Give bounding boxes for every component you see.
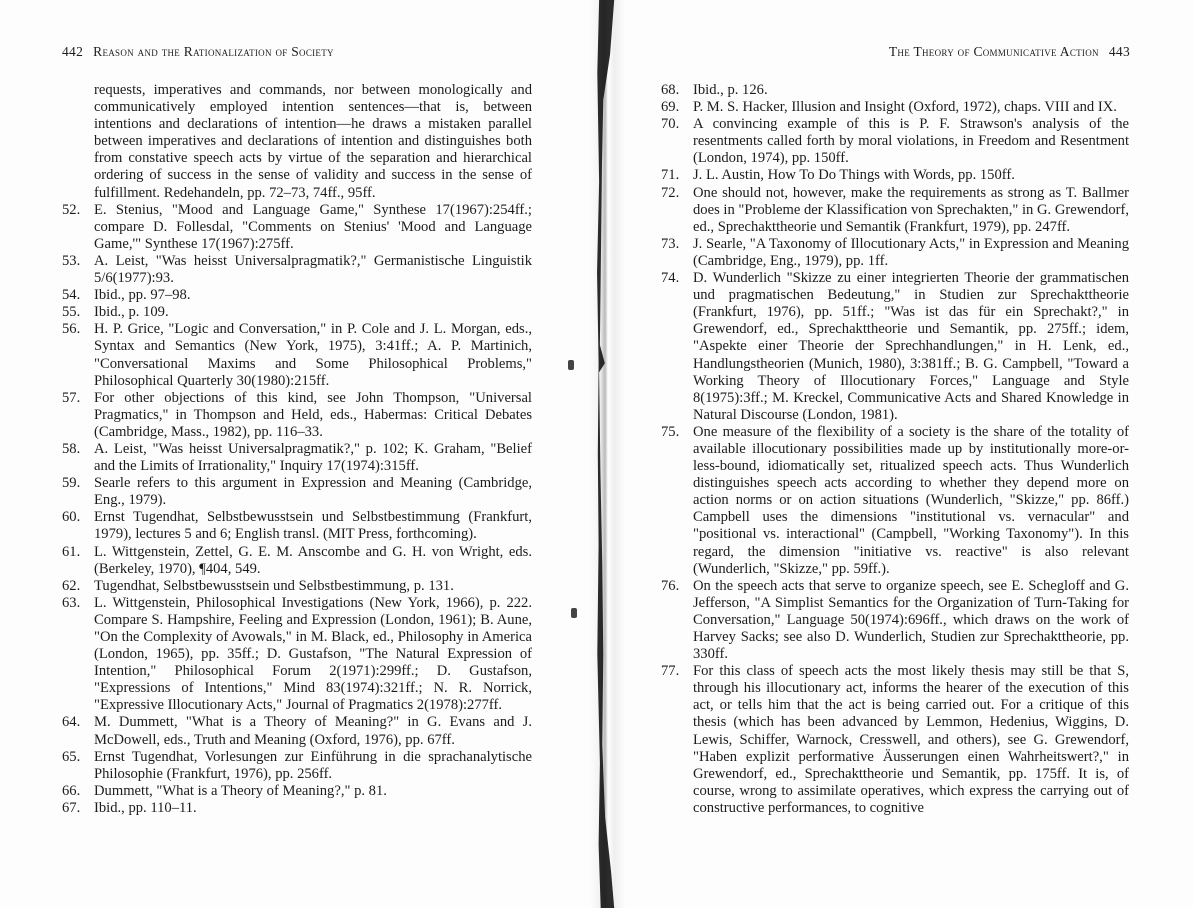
footnote-59: 59. Searle refers to this argument in Expression and Meaning (Cambridge, Eng., 1979). [62, 475, 532, 509]
left-notes [62, 82, 532, 817]
footnote-53: 53. A. Leist, "Was heisst Universalpragmatik?," Germanistische Linguistik 5/6(1977):93. [62, 252, 532, 287]
footnote-70: 70. A convincing example of this is P. F. Strawson's analysis of the resentments called forth by moral violations, in Freedom and Resentment (London, 1974), pp. 150ff. [661, 116, 1129, 167]
footnote-75: 75. One measure of the flexibility of a society is the share of the totality of available illocutionary possibilities made up by institutionally more-or-less-bound, idiomatically set, ritualized speech acts. Thus Wunderlich distinguishes speech acts according to whether they depend more on action norms or on action situations (Wunderlich, "Skizze," pp. 86ff.) Campbell uses the dimensions "institutional vs. vernacular" and "positional vs. interactional" (Campbell, "Working Taxonomy"). In this regard, the dimension "initiative vs. reactive" is also relevant (Wunderlich, "Skizze," pp. 59ff.). [661, 423, 1129, 577]
book-gutter [590, 0, 625, 908]
footnote-73: 73. J. Searle, "A Taxonomy of Illocutionary Acts," in Expression and Meaning (Cambridge, Eng., 1979), pp. 1ff. [661, 235, 1129, 269]
left-running-head [62, 44, 334, 60]
margin-mark [571, 608, 577, 618]
footnote-74: 74. D. Wunderlich "Skizze zu einer integrierten Theorie der grammatischen und pragmatischen Bedeutung," in Studien zur Sprechakttheorie (Frankfurt, 1976), pp. 51ff.; "Was ist das für ein Sprechakt?," in Grewendorf, ed., Sprechakttheorie und Semantik, pp. 275ff.; idem, "Aspekte einer Theorie der Sprechhandlungen," in H. Lenk, ed., Handlungstheorien (Munich, 1980), 3:381ff.; B. G. Campbell, "Toward a Working Theory of Illocutionary Forces," Language and Style 8(1975):3ff.; M. Kreckel, Communicative Acts and Shared Knowledge in Natural Discourse (London, 1981). [661, 270, 1129, 423]
right-running-head [889, 44, 1130, 60]
footnote-55: 55. Ibid., p. 109. [62, 304, 169, 321]
footnote-65: 65. Ernst Tugendhat, Vorlesungen zur Einführung in die sprachanalytische Philosophie (Frankfurt, 1976), pp. 256ff. [62, 748, 532, 782]
right-notes [661, 82, 1129, 817]
footnote-71: 71. J. L. Austin, How To Do Things with Words, pp. 150ff. [661, 167, 1015, 184]
footnote-68: 68. Ibid., p. 126. [661, 82, 768, 98]
footnote-54: 54. Ibid., pp. 97–98. [62, 287, 191, 304]
footnote-66: 66. Dummett, "What is a Theory of Meaning?," p. 81. [62, 782, 387, 799]
margin-mark [568, 360, 574, 370]
left-page-number: 442 [62, 44, 84, 59]
footnote-63: 63. L. Wittgenstein, Philosophical Investigations (New York, 1966), p. 222. Compare S. Hampshire, Feeling and Expression (London, 1961); B. Aune, "On the Complexity of Avowals," in M. Black, ed., Philosophy in America (London, 1965), pp. 35ff.; D. Gustafson, "The Natural Expression of Intention," Philosophical Forum 2(1971):299ff.; D. Gustafson, "Expressions of Intentions," Mind 83(1974):321ff.; N. R. Norrick, "Expressive Illocutionary Acts," Journal of Pragmatics 2(1978):277ff. [62, 594, 532, 714]
footnote-76: 76. On the speech acts that serve to organize speech, see E. Schegloff and G. Jefferson, "A Simplist Semantics for the Organization of Turn-Taking for Conversation," Language 50(1974):696ff., which draws on the work of Harvey Sacks; see also D. Wunderlich, Studien zur Sprechakttheorie, pp. 330ff. [661, 577, 1129, 663]
footnote: requests, imperatives and commands, nor between monologically and communicatively employed intention sentences—that is, between intentions and declarations of intention—he draws a mistaken parallel between imperatives and declarations of intention and distinguishes both from constative speech acts by virtue of the separation and hierarchical ordering of success in the sense of validity and success in the sense of fulfillment. Redehandeln, pp. 72–73, 74ff., 95ff. [94, 82, 532, 201]
footnote-52: 52. E. Stenius, "Mood and Language Game," Synthese 17(1967):254ff.; compare D. Follesdal, "Comments on Stenius' 'Mood and Language Game,'" Synthese 17(1967):275ff. [62, 201, 532, 252]
footnote-64: 64. M. Dummett, "What is a Theory of Meaning?" in G. Evans and J. McDowell, eds., Truth and Meaning (Oxford, 1976), pp. 67ff. [62, 714, 532, 748]
footnote-57: 57. For other objections of this kind, see John Thompson, "Universal Pragmatics," in Thompson and Held, eds., Habermas: Critical Debates (Cambridge, Mass., 1982), pp. 116–33. [62, 389, 532, 440]
left-page [0, 0, 590, 908]
footnote-56: 56. H. P. Grice, "Logic and Conversation," in P. Cole and J. L. Morgan, eds., Syntax and Semantics (New York, 1975), 3:41ff.; A. P. Martinich, "Conversational Maxims and Some Philosophical Problems," Philosophical Quarterly 30(1980):215ff. [62, 321, 532, 389]
footnote-61: 61. L. Wittgenstein, Zettel, G. E. M. Anscombe and G. H. von Wright, eds. (Berkeley, 1970), ¶404, 549. [62, 543, 532, 577]
footnote-77: 77. For this class of speech acts the most likely thesis may still be that S, through his illocutionary act, informs the hearer of the execution of this act, or tells him that the act is being carried out. For a critique of this thesis (which has been advanced by Lemmon, Hedenius, Wiggins, D. Lewis, Schiffer, Warnock, Cresswell, and others), see G. Grewendorf, "Haben explizit performative Äusserungen einen Wahrheitswert?," in Grewendorf, ed., Sprechakttheorie und Semantik, pp. 175ff. It is, of course, wrong to assimilate operatives, which express the carrying out of constructive performances, to cognitive [661, 663, 1129, 816]
left-running-title: Reason and the Rationalization of Society [93, 44, 334, 59]
footnote-72: 72. One should not, however, make the requirements as strong as T. Ballmer does in "Probleme der Klassification von Sprechakten," in G. Grewendorf, ed., Sprechakttheorie und Semantik (Frankfurt, 1979), pp. 247ff. [661, 184, 1129, 235]
footnote-67: 67. Ibid., pp. 110–11. [62, 799, 197, 816]
right-running-title: The Theory of Communicative Action [888, 44, 1099, 59]
right-page-number: 443 [1108, 44, 1130, 59]
footnote-69: 69. P. M. S. Hacker, Illusion and Insight (Oxford, 1972), chaps. VIII and IX. [661, 99, 1117, 116]
right-page [625, 0, 1193, 908]
footnote-58: 58. A. Leist, "Was heisst Universalpragmatik?," p. 102; K. Graham, "Belief and the Limits of Irrationality," Inquiry 17(1974):315ff. [62, 440, 532, 475]
footnote-62: 62. Tugendhat, Selbstbewusstsein und Selbstbestimmung, p. 131. [62, 577, 454, 594]
footnote-60: 60. Ernst Tugendhat, Selbstbewusstsein und Selbstbestimmung (Frankfurt, 1979), lectures 5 and 6; English transl. (MIT Press, forthcoming). [62, 509, 532, 543]
